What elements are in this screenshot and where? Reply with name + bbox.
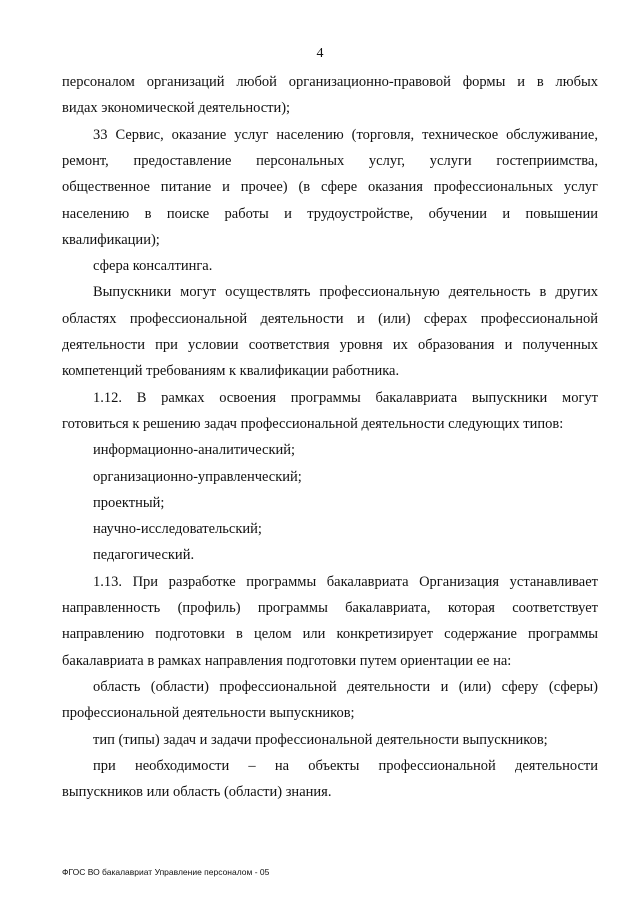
text-line: бакалавриата в рамках направления подготовки путем ориентации ее на: — [62, 652, 512, 669]
text-line: видах экономической деятельности); — [62, 100, 291, 117]
text-line: научно-исследовательский; — [93, 521, 262, 538]
text-line: ремонт, предоставление персональных услуг, услуги гостеприимства, — [62, 152, 598, 169]
text-line: деятельности при условии соответствия уровня их образования и полученных — [62, 337, 598, 353]
text-line: населению в поиске работы и трудоустройстве, обучении и повышении — [62, 205, 598, 222]
text-line: 33 Сервис, оказание услуг населению (торговля, техническое обслуживание, — [93, 126, 598, 143]
text-line: педагогический. — [93, 547, 195, 564]
text-line: профессиональной деятельности выпускников; — [62, 705, 355, 722]
text-line: персоналом организаций любой организационно-правовой формы и в любых — [62, 74, 598, 90]
footer-text: ФГОС ВО бакалавриат Управление персоналом - 05 — [62, 867, 270, 877]
text-line: тип (типы) задач и задачи профессиональной деятельности выпускников; — [93, 731, 548, 748]
text-line: направлению подготовки в целом или конкретизирует содержание программы — [62, 626, 598, 643]
text-line: Выпускники могут осуществлять профессиональную деятельность в других — [93, 284, 598, 301]
text-line: квалификации); — [62, 231, 160, 248]
text-line: 1.12. В рамках освоения программы бакалавриата выпускники могут — [93, 389, 598, 406]
text-line: проектный; — [93, 494, 165, 511]
text-line: общественное питание и прочее) (в сфере оказания профессиональных услуг — [62, 179, 598, 196]
text-line: компетенций требованиям к квалификации работника. — [62, 363, 400, 380]
text-line: готовиться к решению задач профессиональной деятельности следующих типов: — [62, 415, 564, 432]
text-line: область (области) профессиональной деятельности и (или) сферу (сферы) — [93, 678, 598, 695]
text-line: организационно-управленческий; — [93, 468, 302, 485]
text-line: сфера консалтинга. — [93, 258, 213, 275]
text-line: областях профессиональной деятельности и (или) сферах профессиональной — [62, 310, 598, 327]
page-number: 4 — [316, 46, 324, 61]
text-line: информационно-аналитический; — [93, 442, 296, 459]
text-line: направленность (профиль) программы бакалавриата, которая соответствует — [62, 600, 598, 616]
text-line: 1.13. При разработке программы бакалавриата Организация устанавливает — [93, 573, 598, 590]
text-line: при необходимости – на объекты профессиональной деятельности — [93, 757, 598, 774]
text-line: выпускников или область (области) знания. — [62, 784, 332, 801]
